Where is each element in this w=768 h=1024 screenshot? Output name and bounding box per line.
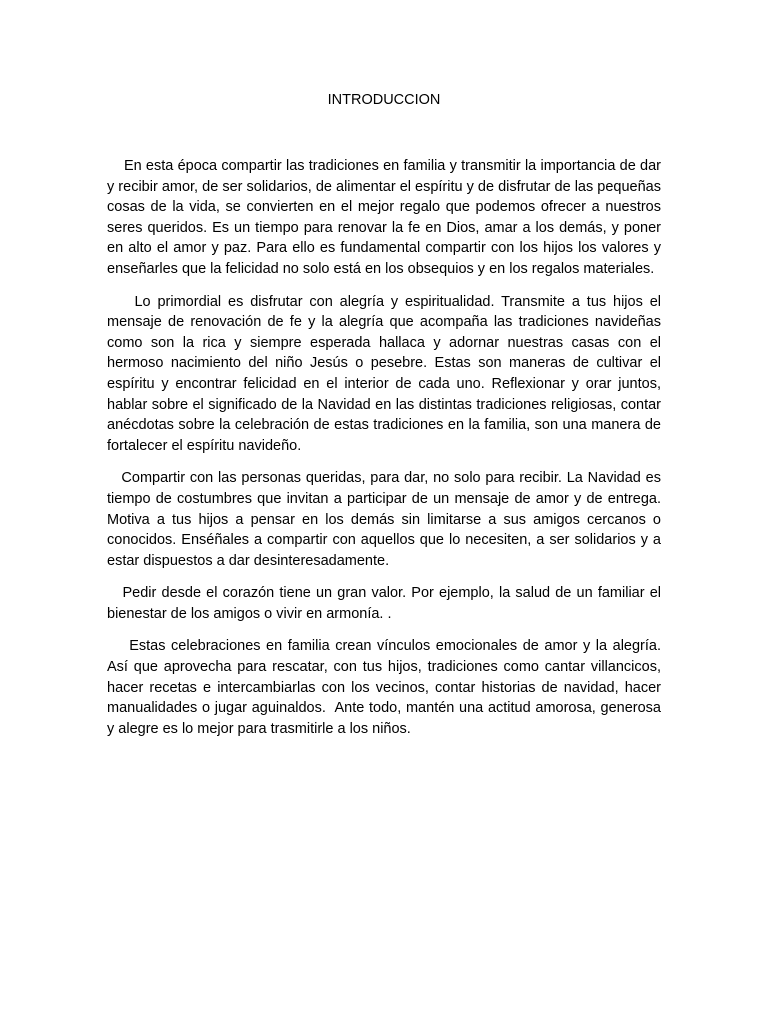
page-title: INTRODUCCION [327, 92, 441, 108]
paragraph-1: En esta época compartir las tradiciones en familia y transmitir la importancia de dar y recibir amor, de ser solidarios, de alimentar el espíritu y de disfrutar de las pequeñas cosas de la vida, se convierten en el mejor regalo que podemos ofrecer a nuestros seres queridos. Es un tiempo para renovar la fe en Dios, amar a los demás, y poner en alto el amor y paz. Para ello es fundamental compartir con los hijos los valores y enseñarles que la felicidad no solo está en los obsequios y en los regalos materiales. [107, 158, 666, 277]
paragraph-3: Compartir con las personas queridas, para dar, no solo para recibir. La Navidad es tiempo de costumbres que invitan a participar de un mensaje de amor y de entrega. Motiva a tus hijos a pensar en los demás sin limitarse a sus amigos cercanos o conocidos. Enséñales a compartir con aquellos que lo necesiten, a ser solidarios y a estar dispuestos a dar desinteresadamente. [107, 470, 666, 569]
document-body [107, 156, 666, 751]
paragraph-2: Lo primordial es disfrutar con alegría y espiritualidad. Transmite a tus hijos el mensaje de renovación de fe y la alegría que acompaña las tradiciones navideñas como son la rica y siempre esperada hallaca y adornar nuestras casas con el hermoso nacimiento del niño Jesús o pesebre. Estas son maneras de cultivar el espíritu y encontrar felicidad en el interior de cada uno. Reflexionar y orar juntos, hablar sobre el significado de la Navidad en las distintas tradiciones religiosas, contar anécdotas sobre la celebración de estas tradiciones en la familia, son una manera de fortalecer el espíritu navideño. [107, 293, 666, 454]
paragraph-4: Pedir desde el corazón tiene un gran valor. Por ejemplo, la salud de un familiar el bienestar de los amigos o vivir en armonía. . [107, 585, 666, 622]
paragraph-5: Estas celebraciones en familia crean vínculos emocionales de amor y la alegría. Así que aprovecha para rescatar, con tus hijos, tradiciones como cantar villancicos, hacer recetas e intercambiarlas con los vecinos, contar historias de navidad, hacer manualidades o jugar aguinaldos. Ante todo, mantén una actitud amorosa, generosa y alegre es lo mejor para trasmitirle a los niños. [107, 638, 666, 737]
